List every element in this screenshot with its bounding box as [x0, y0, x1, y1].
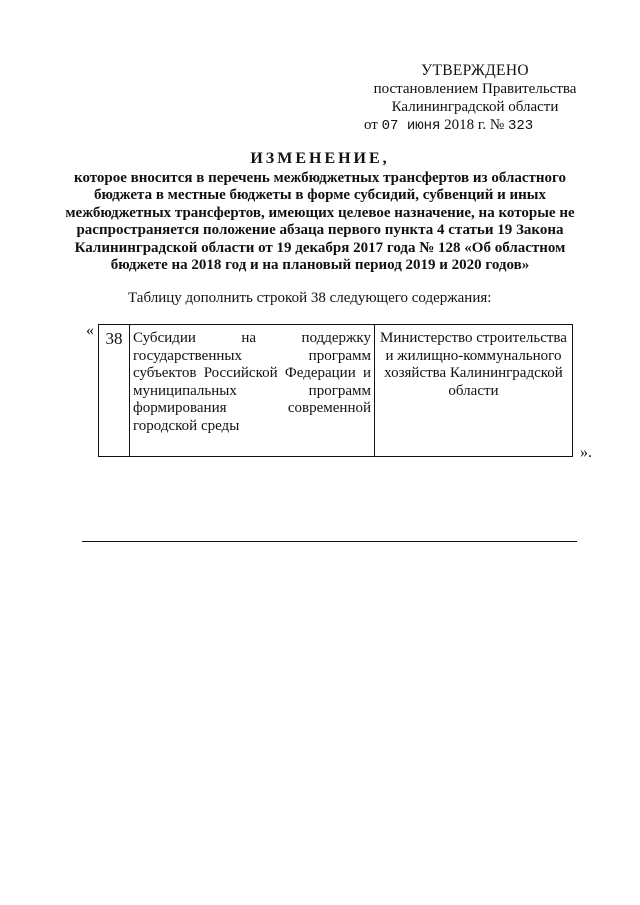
amendment-table [98, 324, 573, 457]
approval-date-line [360, 116, 590, 135]
document-subtitle: которое вносится в перечень межбюджетных трансфертов из областного бюджета в местные бюджеты в форме субсидий, субвенций и иных межбюджетных трансфертов, имеющих целевое назначение, на которые не распространяется положение абзаца первого пункта 4 статьи 19 Закона Калининградской области от 19 декабря 2017 года № 128 «Об областном бюджете на 2018 год и на плановый период 2019 и 2020 годов» [65, 169, 575, 273]
approval-title: УТВЕРЖДЕНО [421, 62, 529, 79]
approval-line-2: Калининградской области [391, 99, 559, 115]
table-row [99, 325, 573, 457]
row-description-cell: Субсидии на поддержку государственных программ субъектов Российской Федерации и муниципальных программ формирования современной городской среды [130, 325, 375, 457]
approval-stamp [360, 62, 590, 135]
approval-date-prefix: от [364, 117, 378, 133]
bottom-divider [82, 541, 577, 542]
approval-number: 323 [507, 118, 534, 134]
approval-line-1: постановлением Правительства [373, 81, 577, 97]
approval-date-value: 07 июня [381, 118, 441, 134]
instruction-text: Таблицу дополнить строкой 38 следующего содержания: [128, 290, 492, 306]
document-title: ИЗМЕНЕНИЕ, [250, 150, 390, 167]
row-authority-cell: Министерство строительства и жилищно-коммунального хозяйства Калининградской области [375, 325, 573, 457]
row-number-cell: 38 [99, 325, 130, 457]
closing-quote: ». [580, 444, 592, 461]
approval-year: 2018 г. № [444, 117, 505, 133]
opening-quote: « [86, 322, 94, 339]
document-heading [60, 150, 580, 275]
